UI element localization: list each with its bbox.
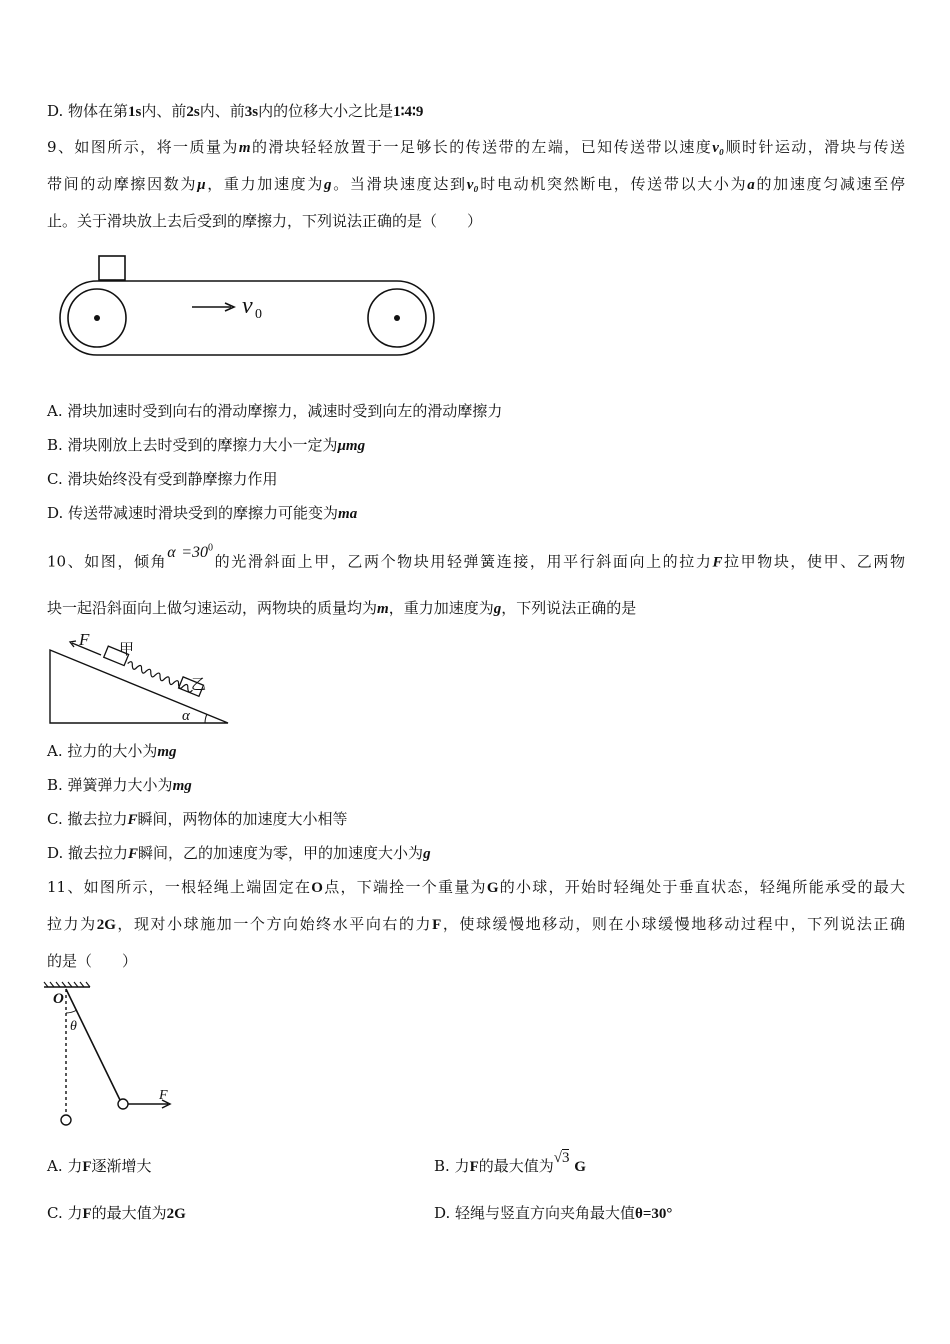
- q10-b-math: mg: [172, 778, 192, 794]
- q10-d-F: F: [128, 846, 139, 862]
- q11-stem-line1: [47, 877, 905, 898]
- velocity-label: v: [242, 293, 253, 319]
- q11-a-text: A. 力: [47, 1157, 83, 1175]
- q9-l2-e: 的加速度匀减速至停: [754, 175, 905, 193]
- q11-b-F: F: [469, 1159, 479, 1175]
- angle-arc: [205, 714, 207, 723]
- q11-F: F: [432, 917, 442, 933]
- q10-angle: [167, 544, 213, 561]
- label-jia: 甲: [119, 640, 135, 658]
- sqrt-expression: [554, 1150, 570, 1166]
- sqrt-radicand: 3: [561, 1150, 570, 1166]
- q11-c-2G: 2G: [166, 1206, 186, 1222]
- q9-option-c: C. 滑块始终没有受到静摩擦力作用: [47, 470, 278, 488]
- q11-option-b: [434, 1150, 586, 1177]
- q9-l2-a: 带间的动摩擦因数为: [47, 175, 198, 193]
- q11-l1-b: 点，下端拴一个重量为: [322, 878, 487, 896]
- q11-l1-a: 11、如图所示，一根轻绳上端固定在: [47, 878, 312, 896]
- pendulum-figure: [40, 980, 180, 1130]
- q9-v0-symbol: v₀: [712, 140, 725, 156]
- q8-d-text4: 内的位移大小之比是: [258, 102, 394, 120]
- q10-l1-a: 10、如图，倾角: [47, 552, 168, 571]
- q10-F-symbol: F: [712, 554, 723, 571]
- q10-l2-b: ，重力加速度为: [388, 599, 494, 617]
- q9-b-text: B. 滑块刚放上去时受到的摩擦力大小一定为: [47, 436, 338, 454]
- q11-l2-a: 拉力为: [47, 915, 97, 933]
- q10-b-text: B. 弹簧弹力大小为: [47, 776, 173, 794]
- theta-label: θ: [70, 1019, 77, 1034]
- q10-angle-value: α =30: [167, 544, 209, 562]
- q11-option-c: [47, 1203, 186, 1224]
- q8-d-text2: 内、前: [141, 102, 187, 120]
- q10-l1-b: 的光滑斜面上甲，乙两个物块用轻弹簧连接，用平行斜面向上的拉力: [213, 552, 713, 571]
- q9-l1-c: 顺时针运动，滑块与传送: [724, 138, 905, 156]
- q8-d-n2: 2s: [186, 104, 200, 120]
- slider-block: [99, 256, 125, 280]
- q11-c-F: F: [82, 1206, 92, 1222]
- q11-2G: 2G: [96, 917, 116, 933]
- q9-mass-symbol: m: [238, 140, 251, 156]
- q9-d-math: ma: [338, 506, 358, 522]
- q8-d-n3: 3s: [244, 104, 259, 120]
- q9-option-d: [47, 503, 357, 524]
- q9-stem-line1: [47, 137, 905, 158]
- q11-option-d: [434, 1203, 672, 1224]
- q9-v0-symbol-2: v₀: [466, 177, 479, 193]
- q11-a-text2: 逐渐增大: [91, 1157, 152, 1175]
- force-F-label: F: [79, 630, 90, 649]
- q9-l1-b: 的滑块轻轻放置于一足够长的传送带的左端，已知传送带以速度: [250, 138, 713, 156]
- q11-l2-b: ，现对小球施加一个方向始终水平向右的力: [115, 915, 433, 933]
- q10-l2-c: ，下列说法正确的是: [501, 599, 637, 617]
- q11-a-F: F: [82, 1159, 92, 1175]
- q9-stem-line3: 止。关于滑块放上去后受到的摩擦力，下列说法正确的是（ ）: [47, 212, 483, 230]
- q9-a-symbol: a: [747, 177, 755, 193]
- q10-l2-a: 块一起沿斜面向上做匀速运动，两物块的质量均为: [47, 599, 378, 617]
- q11-d-text: D. 轻绳与竖直方向夹角最大值: [434, 1204, 636, 1222]
- q10-g-symbol: g: [493, 601, 502, 617]
- q10-option-d: [47, 843, 431, 864]
- q8-option-d: [47, 101, 423, 122]
- label-yi: 乙: [191, 675, 207, 693]
- q10-d-text2: 瞬间，乙的加速度为零，甲的加速度大小为: [138, 844, 424, 862]
- sqrt-icon: √: [553, 1150, 562, 1166]
- q10-d-g: g: [423, 846, 431, 862]
- velocity-subscript: 0: [255, 307, 262, 322]
- q9-g-symbol: g: [324, 177, 332, 193]
- q11-option-a: [47, 1156, 152, 1177]
- q8-d-text: D. 物体在第: [47, 102, 129, 120]
- theta-arc: [66, 1010, 77, 1013]
- q9-b-math: μmg: [337, 438, 366, 454]
- q9-option-a: A. 滑块加速时受到向右的滑动摩擦力，减速时受到向左的滑动摩擦力: [47, 402, 503, 420]
- q10-c-text2: 瞬间，两物体的加速度大小相等: [137, 810, 348, 828]
- q10-a-math: mg: [157, 744, 177, 760]
- q10-a-text: A. 拉力的大小为: [47, 742, 158, 760]
- q11-b-text2: 的最大值为: [478, 1157, 554, 1175]
- q11-b-G: G: [574, 1159, 586, 1175]
- q9-l2-c: 。当滑块速度达到: [331, 175, 467, 193]
- conveyor-belt-figure: [55, 254, 440, 362]
- q10-c-F: F: [127, 812, 138, 828]
- left-pulley-axle: [94, 315, 100, 321]
- q8-d-ratio: 1∶4∶9: [393, 104, 424, 120]
- q10-option-a: [47, 741, 177, 762]
- q10-stem-line2: [47, 598, 636, 619]
- rope: [66, 989, 120, 1100]
- displaced-ball: [118, 1099, 128, 1109]
- incline-spring-figure: [45, 630, 235, 726]
- q11-G: G: [486, 880, 499, 896]
- q9-mu-symbol: μ: [197, 177, 206, 193]
- q8-d-text3: 内、前: [199, 102, 245, 120]
- q10-stem-line1: [47, 543, 905, 572]
- q9-d-text: D. 传送带减速时滑块受到的摩擦力可能变为: [47, 504, 339, 522]
- q11-l1-c: 的小球，开始时轻绳处于垂直状态，轻绳所能承受的最大: [498, 878, 905, 896]
- q11-stem-line2: [47, 914, 905, 935]
- q10-m-symbol: m: [377, 601, 389, 617]
- q10-d-text: D. 撤去拉力: [47, 844, 129, 862]
- q11-c-text: C. 力: [47, 1204, 83, 1222]
- right-pulley-axle: [394, 315, 400, 321]
- q9-l2-b: ，重力加速度为: [205, 175, 325, 193]
- q11-O: O: [311, 880, 323, 896]
- q9-l1-a: 9、如图所示，将一质量为: [47, 138, 239, 156]
- q8-d-n1: 1s: [128, 104, 142, 120]
- q11-b-text: B. 力: [434, 1157, 470, 1175]
- q9-l2-d: 时电动机突然断电，传送带以大小为: [478, 175, 748, 193]
- q11-stem-line3: 的是（ ）: [47, 952, 138, 970]
- q9-option-b: [47, 435, 365, 456]
- q11-c-text2: 的最大值为: [91, 1204, 167, 1222]
- q11-d-theta: θ=30°: [635, 1206, 673, 1222]
- point-O-label: O: [53, 991, 64, 1007]
- q10-l1-c: 拉甲物块，使甲、乙两物: [722, 552, 905, 571]
- initial-ball: [61, 1115, 71, 1125]
- q10-option-c: [47, 809, 348, 830]
- q9-stem-line2: [47, 174, 905, 195]
- q10-option-b: [47, 775, 192, 796]
- force-F-label-q11: F: [159, 1088, 168, 1103]
- q11-l2-c: ，使球缓慢地移动，则在小球缓慢地移动过程中，下列说法正确: [441, 915, 905, 933]
- q10-c-text: C. 撤去拉力: [47, 810, 128, 828]
- q10-angle-degree: 0: [208, 543, 214, 554]
- angle-alpha-label: α: [182, 708, 190, 724]
